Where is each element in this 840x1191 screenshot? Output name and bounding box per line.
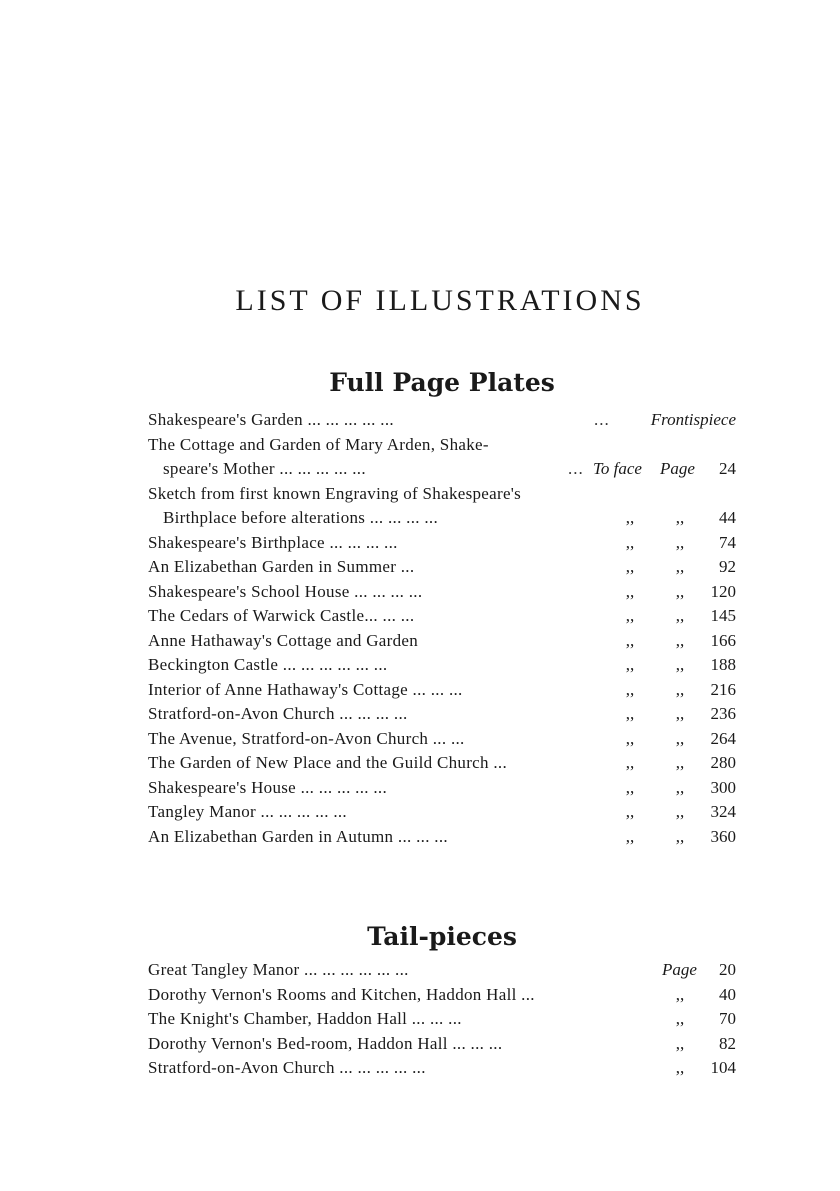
- tail-pieces-heading: Tail-pieces: [367, 922, 517, 951]
- list-item: The Garden of New Place and the Guild Church ... ,, ,, 280: [148, 753, 736, 772]
- list-item: Interior of Anne Hathaway's Cottage ... ... ... ,, ,, 216: [148, 679, 736, 699]
- list-item: Dorothy Vernon's Bed-room, Haddon Hall ... ... ... ,, 82: [148, 1033, 736, 1053]
- list-item: The Cottage and Garden of Mary Arden, Shake-: [148, 434, 489, 454]
- list-item: Shakespeare's House ... ... ... ... ... ,, ,, 300: [148, 777, 736, 797]
- list-item: Shakespeare's Garden ... ... ... ... ... ... Frontispiece: [148, 410, 736, 429]
- list-item: speare's Mother ... ... ... ... ... ... To face Page 24: [163, 459, 736, 478]
- list-item: An Elizabethan Garden in Autumn ... ... ... ,, ,, 360: [148, 826, 736, 846]
- list-item: Shakespeare's Birthplace ... ... ... ... ,, ,, 74: [148, 532, 736, 552]
- list-item: Stratford-on-Avon Church ... ... ... ... ,, ,, 236: [148, 704, 736, 723]
- list-item: Sketch from first known Engraving of Shakespeare's: [148, 483, 522, 503]
- full-page-plates-heading: Full Page Plates: [329, 368, 555, 397]
- list-item: Anne Hathaway's Cottage and Garden ,, ,, 166: [148, 630, 736, 650]
- list-item: The Avenue, Stratford-on-Avon Church ... ... ,, ,, 264: [148, 728, 736, 748]
- list-item: Stratford-on-Avon Church ... ... ... ... ... ,, 104: [148, 1058, 736, 1077]
- tail-pieces-list: [148, 958, 736, 1081]
- list-item: An Elizabethan Garden in Summer ... ,, ,, 92: [148, 557, 736, 576]
- list-item: Beckington Castle ... ... ... ... ... ... ,, ,, 188: [148, 655, 736, 674]
- list-item: Shakespeare's School House ... ... ... ... ,, ,, 120: [148, 581, 736, 601]
- list-item: Birthplace before alterations ... ... ... ... ,, ,, 44: [163, 508, 736, 527]
- full-page-plates-list: [148, 408, 736, 849]
- list-item: Great Tangley Manor ... ... ... ... ... ... Page 20: [148, 960, 736, 979]
- list-item: The Cedars of Warwick Castle... ... ... ,, ,, 145: [148, 606, 736, 625]
- page-title: LIST OF ILLUSTRATIONS: [235, 284, 645, 317]
- list-item: Tangley Manor ... ... ... ... ... ,, ,, 324: [148, 802, 736, 821]
- list-item: The Knight's Chamber, Haddon Hall ... ... ... ,, 70: [148, 1009, 736, 1028]
- list-item: Dorothy Vernon's Rooms and Kitchen, Haddon Hall ... ,, 40: [148, 984, 736, 1004]
